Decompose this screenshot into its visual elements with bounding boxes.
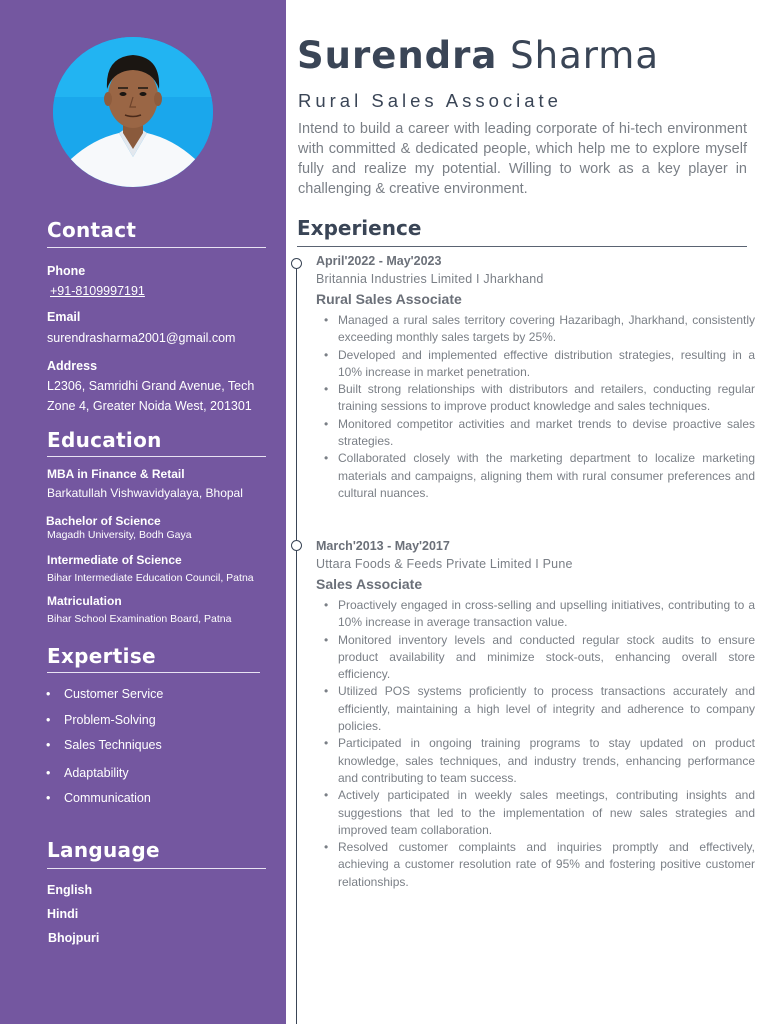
address-line-1: L2306, Samridhi Grand Avenue, Tech [47, 379, 255, 393]
education-institution: Barkatullah Vishwavidyalaya, Bhopal [47, 486, 243, 500]
phone-link[interactable]: +91-8109997191 [50, 284, 145, 298]
education-degree: Intermediate of Science [47, 553, 182, 567]
expertise-item: • Communication [46, 791, 151, 805]
language-item: Hindi [47, 907, 79, 921]
contact-heading: Contact [47, 218, 137, 242]
education-heading: Education [47, 428, 162, 452]
education-degree: Matriculation [47, 594, 122, 608]
expertise-divider [47, 672, 260, 673]
timeline-line [296, 263, 297, 1024]
job-bullet: • Built strong relationships with distributors and retailers, conducting regular training sessions to improve product knowledge and sales techniques. [316, 381, 755, 416]
experience-heading: Experience [297, 216, 422, 240]
expertise-item: • Customer Service [46, 687, 164, 701]
job-bullet: • Utilized POS systems proficiently to process transactions accurately and efficiently, maintaining a high level of integrity and adherence to company policies. [316, 683, 755, 735]
email-value: surendrasharma2001@gmail.com [47, 331, 236, 345]
timeline-dot [291, 258, 302, 269]
education-degree: Bachelor of Science [46, 514, 161, 528]
job-company: Britannia Industries Limited I Jharkhand [316, 272, 544, 286]
education-divider [47, 456, 266, 457]
profile-photo-image [53, 37, 213, 187]
job-bullet: • Actively participated in weekly sales meetings, contributing insights and suggestions that led to the implementation of new sales strategies and improved team collaboration. [316, 787, 755, 839]
language-item: English [47, 883, 93, 897]
address-line-2: Zone 4, Greater Noida West, 201301 [47, 399, 252, 413]
expertise-item: • Adaptability [46, 766, 129, 780]
first-name: Surendra [297, 34, 498, 77]
job-bullets [316, 312, 755, 502]
job-role: Rural Sales Associate [316, 291, 462, 307]
job-dates: March'2013 - May'2017 [316, 539, 450, 553]
job-entry [316, 539, 755, 891]
job-bullet: • Developed and implemented effective distribution strategies, resulting in a 10% increase in market penetration. [316, 347, 755, 382]
job-dates: April'2022 - May'2023 [316, 254, 442, 268]
expertise-item: • Sales Techniques [46, 738, 162, 752]
language-heading: Language [47, 838, 160, 862]
timeline-dot [291, 540, 302, 551]
sidebar [0, 0, 286, 1024]
job-bullet: • Managed a rural sales territory covering Hazaribagh, Jharkhand, consistently exceeding monthly sales targets by 25%. [316, 312, 755, 347]
last-name: Sharma [510, 34, 660, 77]
contact-divider [47, 247, 266, 248]
candidate-name [297, 34, 659, 77]
job-title: Rural Sales Associate [298, 90, 562, 111]
job-bullets [316, 597, 755, 891]
address-label: Address [47, 359, 98, 373]
bullet-icon: • [46, 687, 51, 701]
job-bullet: • Collaborated closely with the marketing department to localize marketing materials and campaigns, aligning them with rural consumer preferences and cultural nuances. [316, 450, 755, 502]
bullet-icon: • [46, 738, 51, 752]
job-company: Uttara Foods & Feeds Private Limited I Pune [316, 557, 573, 571]
expertise-item: • Problem-Solving [46, 713, 156, 727]
language-item: Bhojpuri [48, 931, 100, 945]
experience-divider [297, 246, 747, 247]
profile-photo [53, 37, 213, 187]
bullet-icon: • [46, 766, 51, 780]
email-label: Email [47, 310, 81, 324]
job-bullet: • Monitored competitor activities and market trends to devise proactive sales strategies. [316, 416, 755, 451]
education-degree: MBA in Finance & Retail [47, 467, 185, 481]
job-bullet: • Participated in ongoing training programs to stay updated on product knowledge, sales techniques, and industry trends, enhancing performance and contributing to team success. [316, 735, 755, 787]
education-institution: Magadh University, Bodh Gaya [47, 529, 192, 541]
job-role: Sales Associate [316, 576, 423, 592]
expertise-heading: Expertise [47, 644, 156, 668]
phone-label: Phone [47, 264, 86, 278]
bullet-icon: • [46, 713, 51, 727]
language-divider [47, 868, 266, 869]
job-entry [316, 254, 755, 502]
profile-summary: Intend to build a career with leading corporate of hi-tech environment with committed & dedicated people, which help me to explore myself fully and realize my potential. Willing to work as a key player in challenging & creative environment. [298, 121, 747, 197]
education-institution: Bihar School Examination Board, Patna [47, 613, 232, 625]
job-bullet: • Resolved customer complaints and inquiries promptly and effectively, achieving a customer resolution rate of 95% and fostering positive customer relationships. [316, 839, 755, 891]
job-bullet: • Proactively engaged in cross-selling and upselling initiatives, contributing to a 10% increase in average transaction value. [316, 597, 755, 632]
education-institution: Bihar Intermediate Education Council, Patna [47, 572, 254, 584]
bullet-icon: • [46, 791, 51, 805]
job-bullet: • Monitored inventory levels and conducted regular stock audits to ensure product availability and minimize stock-outs, enhancing overall store efficiency. [316, 632, 755, 684]
